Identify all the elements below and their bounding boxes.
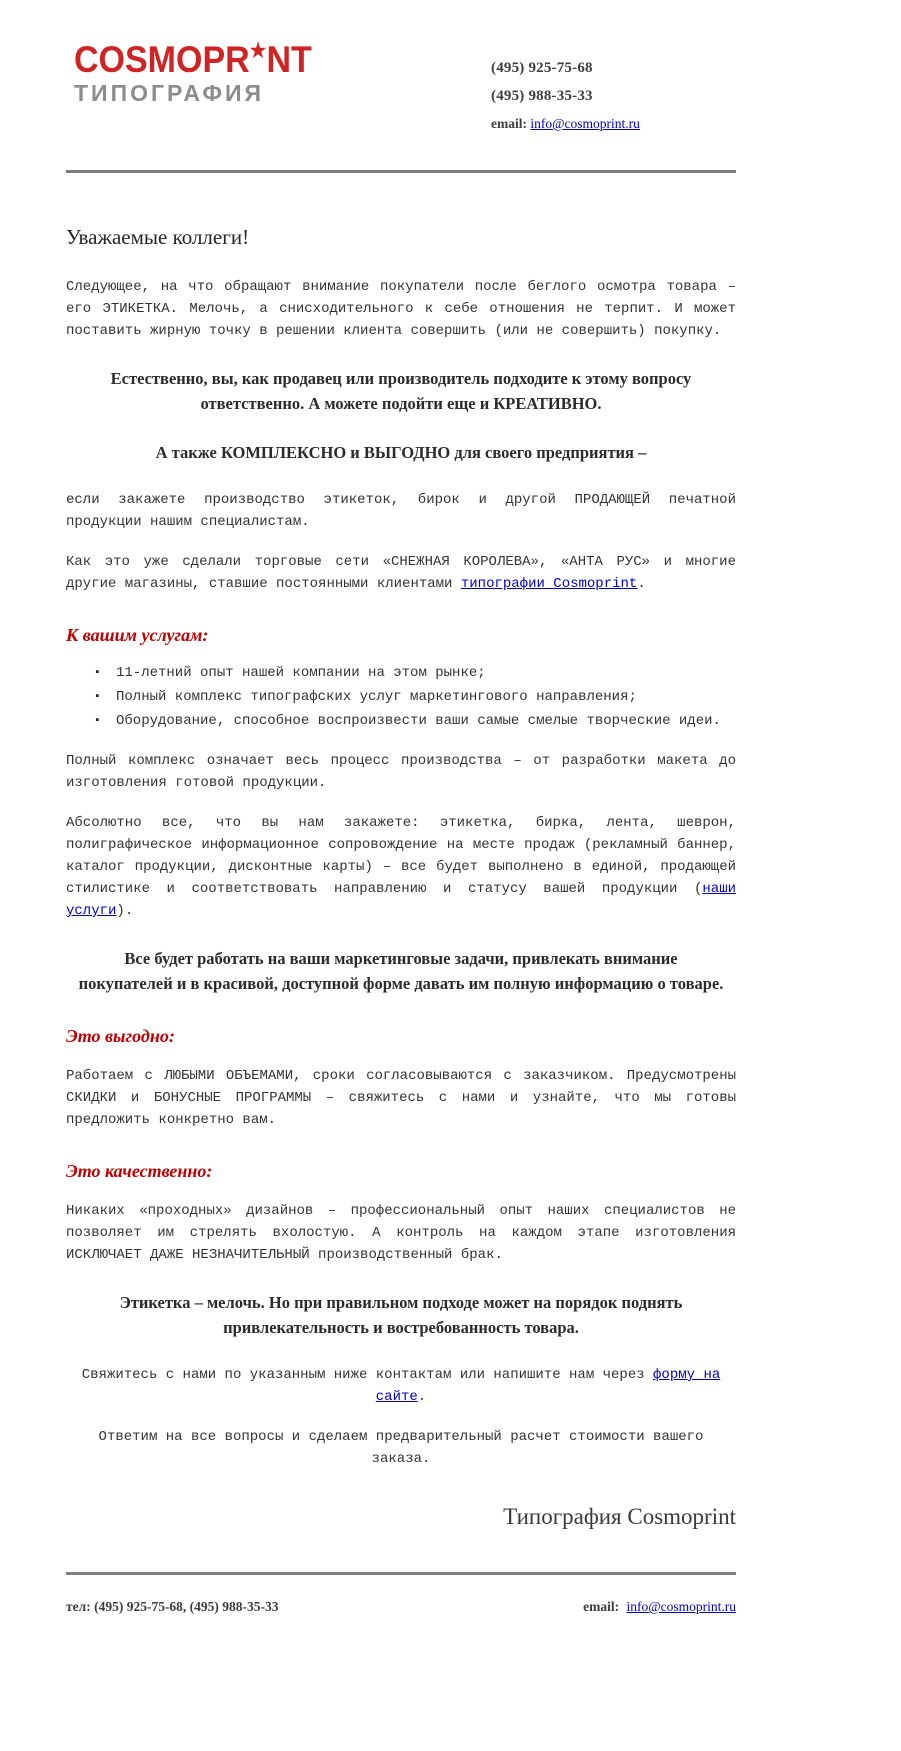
all-products-paragraph xyxy=(66,812,736,922)
quality-heading: Это качественно: xyxy=(66,1161,213,1181)
services-heading: К вашим услугам: xyxy=(66,625,209,645)
bottom-divider xyxy=(66,1572,736,1575)
header-email-link[interactable]: info@cosmoprint.ru xyxy=(530,116,640,131)
square-bullet-icon: ▪ xyxy=(94,667,101,679)
footer-phones-label: тел: xyxy=(66,1599,91,1614)
order-paragraph: если закажете производство этикеток, бирок и другой ПРОДАЮЩЕЙ печатной продукции нашим специалистам. xyxy=(66,492,736,530)
cosmoprint-logo xyxy=(74,38,312,106)
list-item-text: Оборудование, способное воспроизвести ваши самые смелые творческие идеи. xyxy=(116,713,721,729)
clients-paragraph xyxy=(66,551,736,595)
footer-phones-value: (495) 925-75-68, (495) 988-35-33 xyxy=(94,1599,279,1614)
intro-paragraph: Следующее, на что обращают внимание покупатели после беглого осмотра товара – его ЭТИКЕТКА. Мелочь, а снисходительного к себе отношения не терпит. И может поставить жирную точку в решении клиента совершить (или не совершить) покупку. xyxy=(66,279,736,339)
site-form-link[interactable]: форму на сайте xyxy=(375,1367,721,1405)
signature: Типография Cosmoprint xyxy=(503,1504,736,1529)
footer-email-link[interactable]: info@cosmoprint.ru xyxy=(626,1599,736,1614)
phone-number-1: (495) 925-75-68 xyxy=(491,60,593,76)
clients-text-post: . xyxy=(637,576,646,592)
footer xyxy=(66,1599,736,1615)
list-item-text: Полный комплекс типографских услуг маркетингового направления; xyxy=(116,689,637,705)
header-email-line xyxy=(491,116,640,132)
header-contacts xyxy=(491,54,640,132)
email-label: email: xyxy=(491,116,527,131)
contact-paragraph xyxy=(66,1364,736,1408)
logo-subtitle: ТИПОГРАФИЯ xyxy=(74,80,265,106)
list-item xyxy=(94,686,736,708)
all-products-text-post: ). xyxy=(116,903,134,919)
square-bullet-icon: ▪ xyxy=(94,691,101,703)
centered-paragraph-1: Естественно, вы, как продавец или производитель подходите к этому вопросу ответственно. А можете подойти еще и КРЕАТИВНО. xyxy=(110,369,692,413)
footer-email-label: email: xyxy=(583,1599,620,1614)
our-services-link[interactable]: наши услуги xyxy=(66,881,736,919)
all-products-text-pre: Абсолютно все, что вы нам закажете: этикетка, бирка, лента, шеврон, полиграфическое информационное сопровождение на месте продаж (рекламный баннер, каталог продукции, дисконтные карты) – все будет выполнено в единой, продающей стилистике и соответствовать направлению и статусу вашей продукции ( xyxy=(66,815,736,897)
logo-wordmark xyxy=(74,38,312,81)
complex-paragraph: Полный комплекс означает весь процесс производства – от разработки макета до изготовления готовой продукции. xyxy=(66,753,736,791)
footer-email-line xyxy=(583,1599,736,1615)
contact-text-post: . xyxy=(417,1389,427,1405)
list-item xyxy=(94,662,736,684)
list-item-text: 11-летний опыт нашей компании на этом рынке; xyxy=(116,665,486,681)
logo-text-left: COSMOPR xyxy=(74,39,250,81)
star-icon: ★ xyxy=(249,38,267,62)
centered-paragraph-3: Все будет работать на ваши маркетинговые задачи, привлекать внимание покупателей и в красивой, доступной форме давать им полную информацию о товаре. xyxy=(78,949,724,993)
top-divider xyxy=(66,170,736,173)
profit-paragraph: Работаем с ЛЮБЫМИ ОБЪЕМАМИ, сроки согласовываются с заказчиком. Предусмотрены СКИДКИ и БОНУСНЫЕ ПРОГРАММЫ – свяжитесь с нами и узнайте, что мы готовы предложить конкретно вам. xyxy=(66,1068,736,1128)
email-page xyxy=(66,0,736,1675)
typography-cosmoprint-link[interactable]: типографии Cosmoprint xyxy=(460,576,638,592)
footer-phones xyxy=(66,1599,279,1615)
profit-heading: Это выгодно: xyxy=(66,1026,175,1046)
quality-paragraph: Никаких «проходных» дизайнов – профессиональный опыт наших специалистов не позволяет им стрелять вхолостую. А контроль на каждом этапе изготовления ИСКЛЮЧАЕТ ДАЖЕ НЕЗНАЧИТЕЛЬНЫЙ производственный брак. xyxy=(66,1203,736,1263)
clients-text-pre: Как это уже сделали торговые сети «СНЕЖНАЯ КОРОЛЕВА», «АНТА РУС» и многие другие магазины, ставшие постоянными клиентами xyxy=(66,554,736,592)
centered-paragraph-2: А также КОМПЛЕКСНО и ВЫГОДНО для своего предприятия – xyxy=(155,443,647,462)
square-bullet-icon: ▪ xyxy=(94,715,101,727)
logo-text-right: NT xyxy=(266,39,312,81)
list-item xyxy=(94,710,736,732)
phone-number-2: (495) 988-35-33 xyxy=(491,88,593,104)
centered-paragraph-4: Этикетка – мелочь. Но при правильном подходе может на порядок поднять привлекательность и востребованность товара. xyxy=(119,1293,683,1337)
answer-paragraph: Ответим на все вопросы и сделаем предварительный расчет стоимости вашего заказа. xyxy=(98,1429,704,1467)
header xyxy=(66,40,736,158)
contact-text-pre: Свяжитесь с нами по указанным ниже контактам или напишите нам через xyxy=(81,1367,654,1383)
services-list xyxy=(66,662,736,732)
greeting-heading: Уважаемые коллеги! xyxy=(66,225,250,249)
